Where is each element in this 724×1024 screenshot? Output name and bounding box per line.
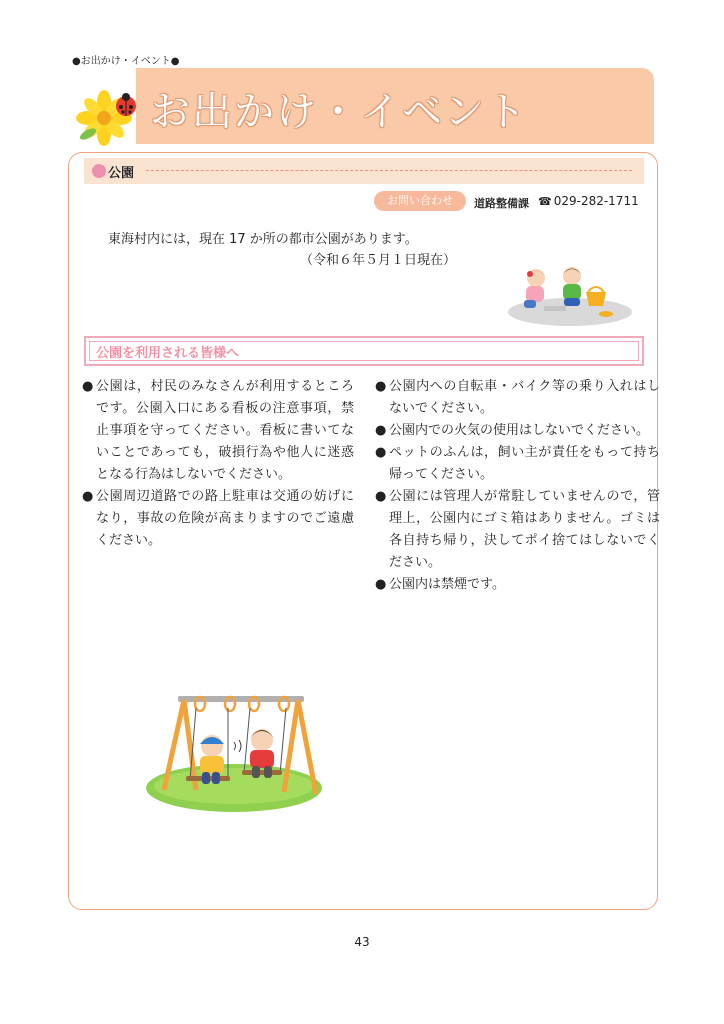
contact-badge: お問い合わせ (374, 191, 466, 211)
bullet-icon: ● (375, 445, 387, 460)
bullet-icon: ● (375, 489, 387, 504)
intro-as-of-date: （令和６年５月１日現在） (300, 253, 457, 268)
bullet-icon: ● (375, 379, 387, 394)
bullet-icon: ● (82, 379, 94, 394)
bullet-dot-icon (92, 164, 106, 178)
list-item: ● 公園周辺道路での路上駐車は交通の妨げになり，事故の危険が高まりますのでご遠慮ください。 (82, 486, 354, 552)
list-item: ● 公園は，村民のみなさんが利用するところです。公園入口にある看板の注意事項，禁止事項を守ってください。看板に書いてないことであっても，破損行為や他人に迷惑となる行為はしないでください。 (82, 376, 354, 486)
list-item: ● ペットのふんは，飼い主が責任をもって持ち帰ってください。 (375, 442, 660, 486)
section-title: 公園 (108, 166, 135, 181)
breadcrumb: ●お出かけ・イベント● (72, 56, 180, 67)
kids-sandbox-illustration (506, 260, 634, 330)
page-number: 43 (354, 935, 370, 949)
notice-list-right (375, 376, 660, 596)
notice-list-left (82, 376, 354, 552)
phone-number: 029-282-1711 (553, 194, 639, 208)
list-item: ● 公園内への自転車・バイク等の乗り入れはしないでください。 (375, 376, 660, 420)
list-item: ● 公園内は禁煙です。 (375, 574, 660, 596)
contact-department: 道路整備課 (474, 197, 529, 210)
swing-illustration (144, 690, 324, 814)
bullet-icon: ● (82, 489, 94, 504)
flower-ladybug-icon (76, 84, 142, 146)
bullet-icon: ● (375, 577, 387, 592)
phone-icon: ☎ (538, 195, 552, 208)
notice-title: 公園を利用される皆様へ (96, 346, 240, 361)
list-item: ● 公園内での火気の使用はしないでください。 (375, 420, 660, 442)
bullet-icon: ● (375, 423, 387, 438)
list-item: ● 公園には管理人が常駐していませんので，管理上，公園内にゴミ箱はありません。ゴミは各自持ち帰り，決してポイ捨てはしないでください。 (375, 486, 660, 574)
section-header-bar (84, 158, 644, 184)
page-title: お出かけ・イベント (150, 89, 528, 135)
intro-text: 東海村内には，現在 17 か所の都市公園があります。 (108, 232, 418, 247)
contact-phone (538, 194, 639, 208)
section-divider (146, 170, 632, 171)
